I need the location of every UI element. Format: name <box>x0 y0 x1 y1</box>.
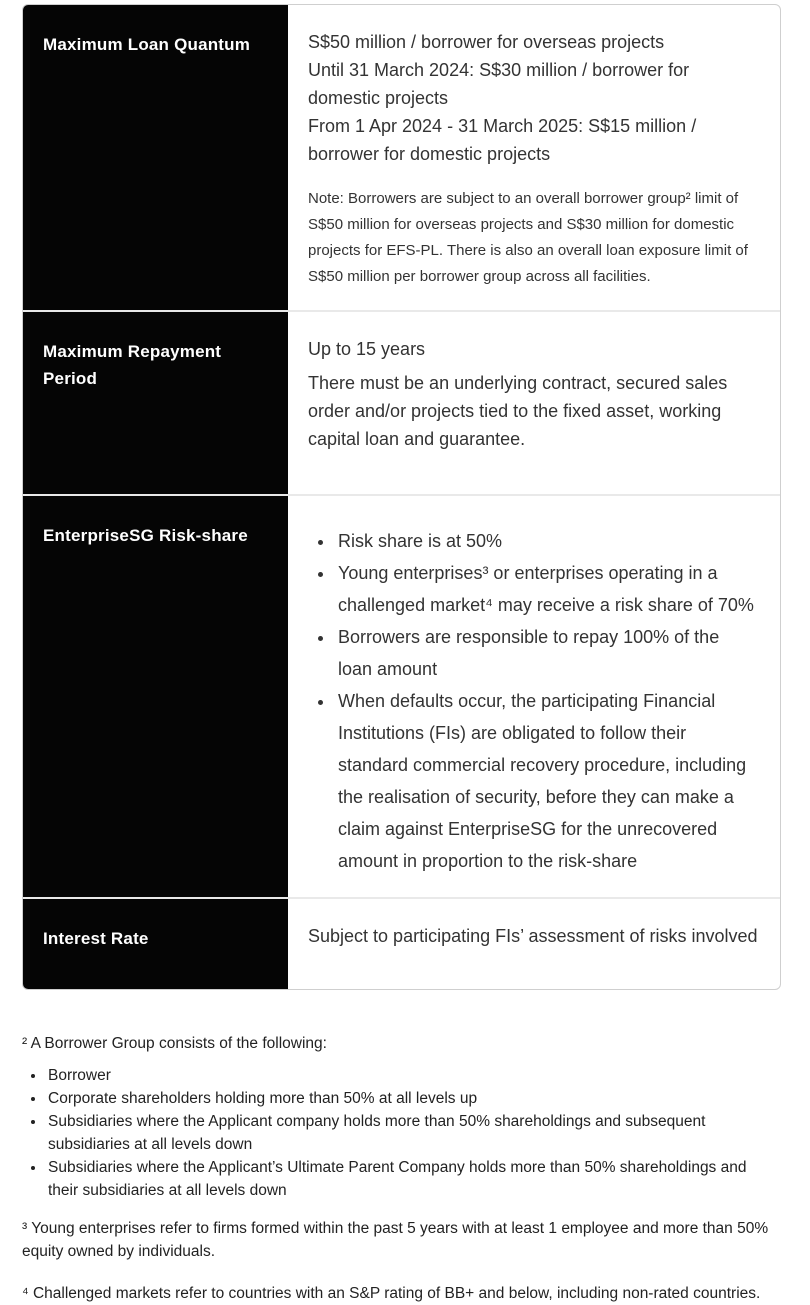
row-header-interest-rate: Interest Rate <box>23 899 288 989</box>
table-row-interest-rate <box>23 897 780 989</box>
borrower-group-list <box>22 1064 774 1202</box>
risk-share-bullet: • When defaults occur, the participating Financial Institutions (FIs) are obligated to follow their standard commercial recovery procedure, including the realisation of security, before they can make a claim against EnterpriseSG for the unrecovered amount in proportion to the risk-share <box>335 685 758 877</box>
row-content-enterprisesg-risk-share <box>288 496 780 897</box>
borrower-group-item: • Subsidiaries where the Applicant company holds more than 50% shareholdings and subsequent subsidiaries at all levels down <box>46 1110 774 1156</box>
footnote-borrower-group-intro: ² A Borrower Group consists of the following: <box>22 1035 327 1052</box>
row-header-enterprisesg-risk-share: EnterpriseSG Risk-share <box>23 496 288 897</box>
borrower-group-item: • Corporate shareholders holding more than 50% at all levels up <box>46 1087 774 1110</box>
row-content-interest-rate <box>288 899 780 989</box>
loan-quantum-line: S$50 million / borrower for overseas projects <box>308 32 665 52</box>
loan-details-table <box>22 4 781 990</box>
row-header-maximum-repayment-period: Maximum Repayment Period <box>23 312 288 494</box>
interest-rate-paragraph: Subject to participating FIs’ assessment of risks involved <box>308 926 758 946</box>
table-row-maximum-repayment-period <box>23 310 780 494</box>
risk-share-bullet-list <box>308 525 758 877</box>
table-row-maximum-loan-quantum <box>23 5 780 310</box>
row-header-maximum-loan-quantum: Maximum Loan Quantum <box>23 5 288 310</box>
footnote-challenged-markets: ⁴ Challenged markets refer to countries with an S&P rating of BB+ and below, including non-rated countries. <box>22 1285 761 1302</box>
repayment-paragraph: Up to 15 years <box>308 339 426 359</box>
row-content-maximum-repayment-period <box>288 312 780 494</box>
borrower-group-item: • Borrower <box>46 1064 774 1087</box>
risk-share-bullet: • Risk share is at 50% <box>335 525 758 557</box>
risk-share-bullet: • Young enterprises³ or enterprises operating in a challenged market⁴ may receive a risk share of 70% <box>335 557 758 621</box>
borrower-group-note: Note: Borrowers are subject to an overall borrower group² limit of S$50 million for overseas projects and S$30 million for domestic projects for EFS-PL. There is also an overall loan exposure limit of S$50 million per borrower group across all facilities. <box>308 190 748 285</box>
risk-share-bullet: • Borrowers are responsible to repay 100% of the loan amount <box>335 621 758 685</box>
repayment-paragraph: There must be an underlying contract, secured sales order and/or projects tied to the fixed asset, working capital loan and guarantee. <box>308 373 728 449</box>
borrower-group-item: • Subsidiaries where the Applicant’s Ultimate Parent Company holds more than 50% shareholdings and their subsidiaries at all levels down <box>46 1156 774 1202</box>
loan-quantum-line: Until 31 March 2024: S$30 million / borrower for domestic projects <box>308 60 690 108</box>
loan-quantum-line: From 1 Apr 2024 - 31 March 2025: S$15 million / borrower for domestic projects <box>308 116 697 164</box>
footnote-young-enterprises: ³ Young enterprises refer to firms formed within the past 5 years with at least 1 employee and more than 50% equity owned by individuals. <box>22 1220 769 1260</box>
table-row-enterprisesg-risk-share <box>23 494 780 897</box>
footnotes-section <box>22 1032 774 1305</box>
row-content-maximum-loan-quantum <box>288 5 780 310</box>
